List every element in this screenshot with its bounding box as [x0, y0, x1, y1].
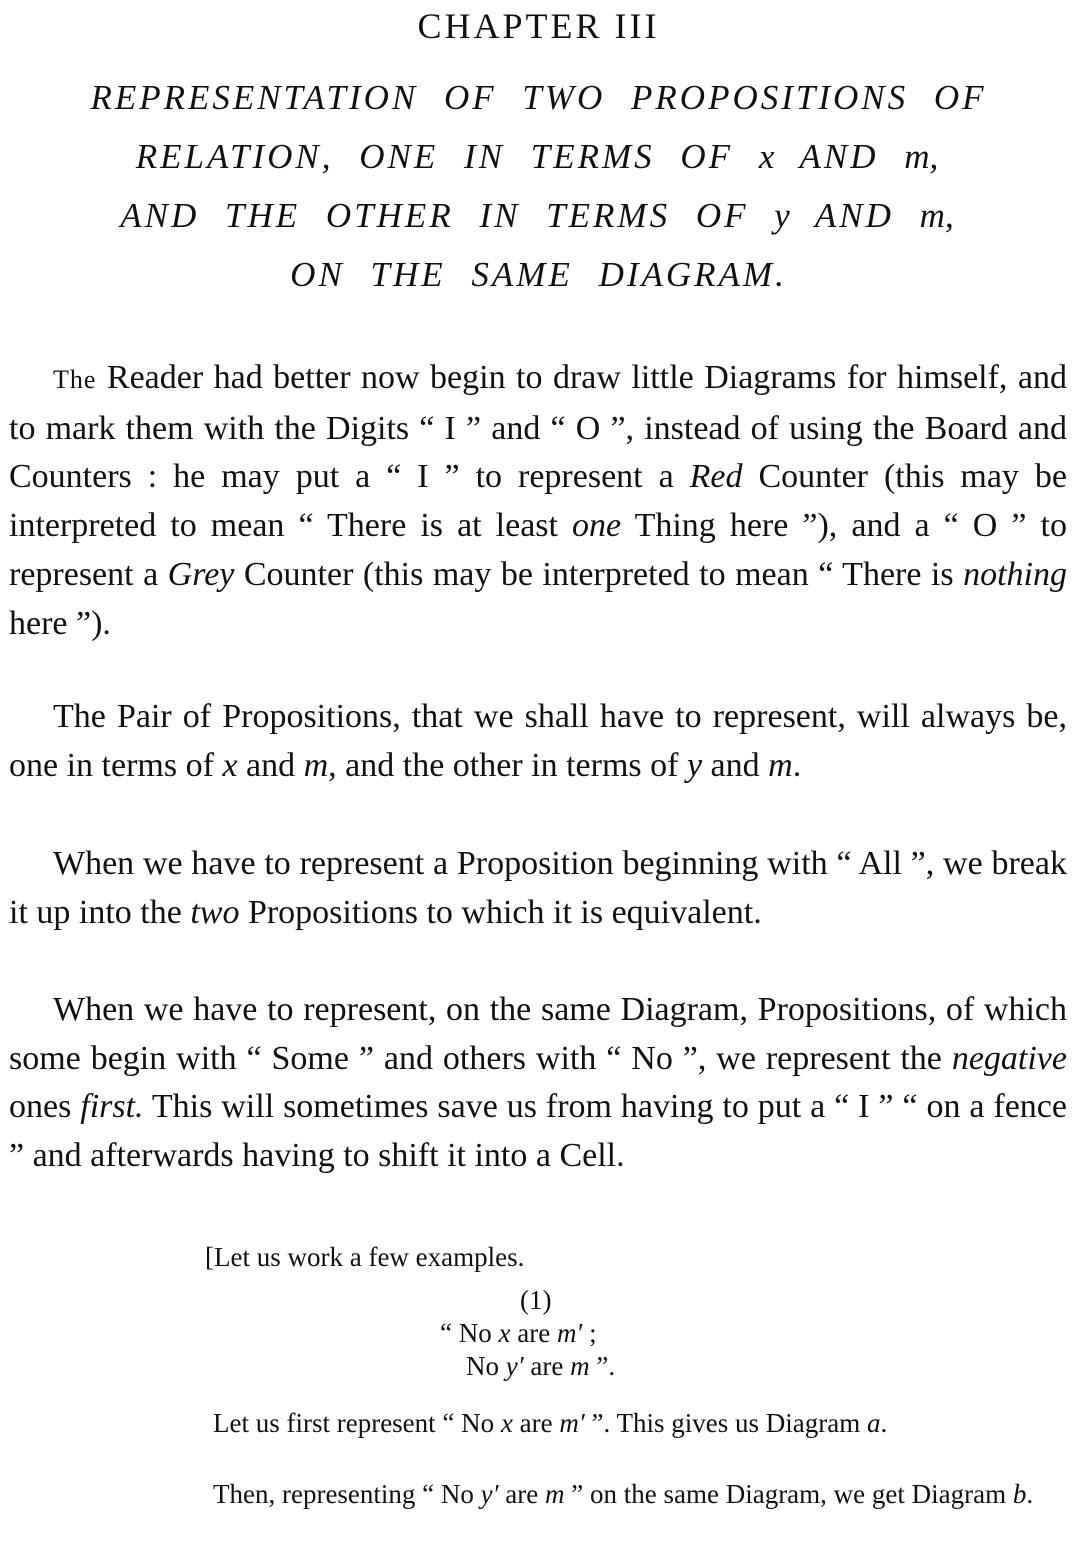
- proposition-text: No: [466, 1351, 506, 1381]
- emphasis-one: one: [572, 507, 622, 545]
- variable-m: m: [545, 1479, 565, 1509]
- paragraph-text: .: [792, 746, 802, 784]
- heading-text: AND: [774, 137, 905, 176]
- example-proposition-1: [440, 1316, 597, 1350]
- paragraph-text: Counter (this may be interpreted to mean “ There is: [234, 555, 964, 593]
- explanation-text: .: [1026, 1479, 1034, 1509]
- heading-variable-m: m: [904, 137, 930, 176]
- proposition-text: are: [523, 1351, 571, 1381]
- paragraph-text: Reader had better now begin to draw little Diagrams for himself, and to mark them with the Digits “ I ” and “ O ”, instead of using the Board and Counters : he may put a “ I ” to represent a: [9, 359, 1067, 496]
- heading-text: RELATION, ONE IN TERMS OF: [135, 137, 759, 176]
- emphasis-two: two: [190, 893, 240, 931]
- paragraph-text: and: [237, 746, 304, 784]
- variable-x: x: [500, 1408, 513, 1438]
- explanation-text: Let us first represent “ No: [213, 1408, 501, 1438]
- variable-m-prime: m′: [559, 1408, 585, 1438]
- paragraph-text: , and the other in terms of: [328, 746, 687, 784]
- variable-y: y: [686, 746, 703, 784]
- proposition-text: “ No: [440, 1318, 499, 1348]
- paragraph-text: The Pair of Propositions, that we shall have to represent, will always be, one in terms of: [9, 698, 1067, 784]
- explanation-text: ” on the same Diagram, we get Diagram: [564, 1479, 1013, 1509]
- paragraph-text: Thing here ”), and a “ O ” to represent a: [9, 507, 1067, 593]
- heading-variable-m: m: [919, 196, 945, 235]
- variable-m: m: [768, 746, 793, 784]
- emphasis-grey: Grey: [167, 555, 235, 593]
- variable-x: x: [498, 1318, 511, 1348]
- paragraph-text: Counter (this may be interpreted to mean “ There is at least: [9, 458, 1067, 545]
- explanation-text: are: [512, 1408, 560, 1438]
- paragraph-1: [9, 354, 1067, 648]
- paragraph-4: [9, 986, 1067, 1181]
- heading-variable-y: y: [774, 196, 790, 235]
- chapter-heading-line-2: [20, 137, 1057, 177]
- variable-m: m: [570, 1351, 590, 1381]
- explanation-text: are: [498, 1479, 546, 1509]
- proposition-text: ;: [582, 1318, 597, 1348]
- variable-y-prime: y′: [480, 1479, 499, 1509]
- heading-text: ,: [929, 137, 942, 176]
- variable-x: x: [222, 746, 238, 784]
- paragraph-3: [9, 840, 1067, 937]
- small-caps-the: The: [53, 365, 97, 394]
- explanation-text: Then, representing “ No: [213, 1479, 481, 1509]
- paragraph-text: This will sometimes save us from having to put a “ I ” “ on a fence ” and afterwards having to shift it into a Cell.: [9, 1088, 1067, 1175]
- chapter-heading-line-3: [20, 196, 1057, 236]
- example-explanation-2: [177, 1478, 1067, 1511]
- emphasis-red: Red: [689, 458, 743, 496]
- chapter-heading-line-4: ON THE SAME DIAGRAM.: [290, 255, 787, 294]
- chapter-title: CHAPTER III: [417, 6, 660, 46]
- emphasis-first: first.: [80, 1088, 144, 1126]
- examples-intro: [Let us work a few examples.: [205, 1242, 525, 1272]
- emphasis-negative: negative: [951, 1039, 1067, 1077]
- paragraph-text: and: [702, 746, 769, 784]
- diagram-label-b: b: [1012, 1479, 1027, 1509]
- heading-text: ,: [944, 196, 957, 235]
- paragraph-text: here ”).: [9, 604, 111, 642]
- heading-text: AND THE OTHER IN TERMS OF: [120, 196, 775, 235]
- paragraph-text: Propositions to which it is equivalent.: [239, 893, 762, 931]
- proposition-text: ”.: [589, 1351, 616, 1381]
- example-proposition-2: [466, 1349, 615, 1383]
- paragraph-2: [9, 693, 1067, 790]
- paragraph-text: When we have to represent, on the same Diagram, Propositions, of which some begin with “ Some ” and others with “ No ”, we represent the: [9, 991, 1067, 1077]
- heading-text: AND: [789, 196, 920, 235]
- variable-y-prime: y′: [505, 1351, 524, 1381]
- heading-variable-x: x: [758, 137, 775, 176]
- explanation-text: .: [880, 1408, 888, 1438]
- chapter-heading-line-1: REPRESENTATION OF TWO PROPOSITIONS OF: [90, 78, 987, 117]
- emphasis-nothing: nothing: [963, 555, 1068, 593]
- explanation-text: ”. This gives us Diagram: [584, 1408, 867, 1438]
- paragraph-text: ones: [9, 1088, 81, 1126]
- proposition-text: are: [510, 1318, 557, 1348]
- variable-m: m: [303, 746, 329, 784]
- example-number: (1): [520, 1285, 552, 1315]
- example-explanation-1: [177, 1407, 1067, 1440]
- diagram-label-a: a: [866, 1408, 881, 1438]
- paragraph-text: When we have to represent a Proposition beginning with “ All ”, we break it up into the: [9, 845, 1067, 931]
- variable-m-prime: m′: [556, 1318, 583, 1348]
